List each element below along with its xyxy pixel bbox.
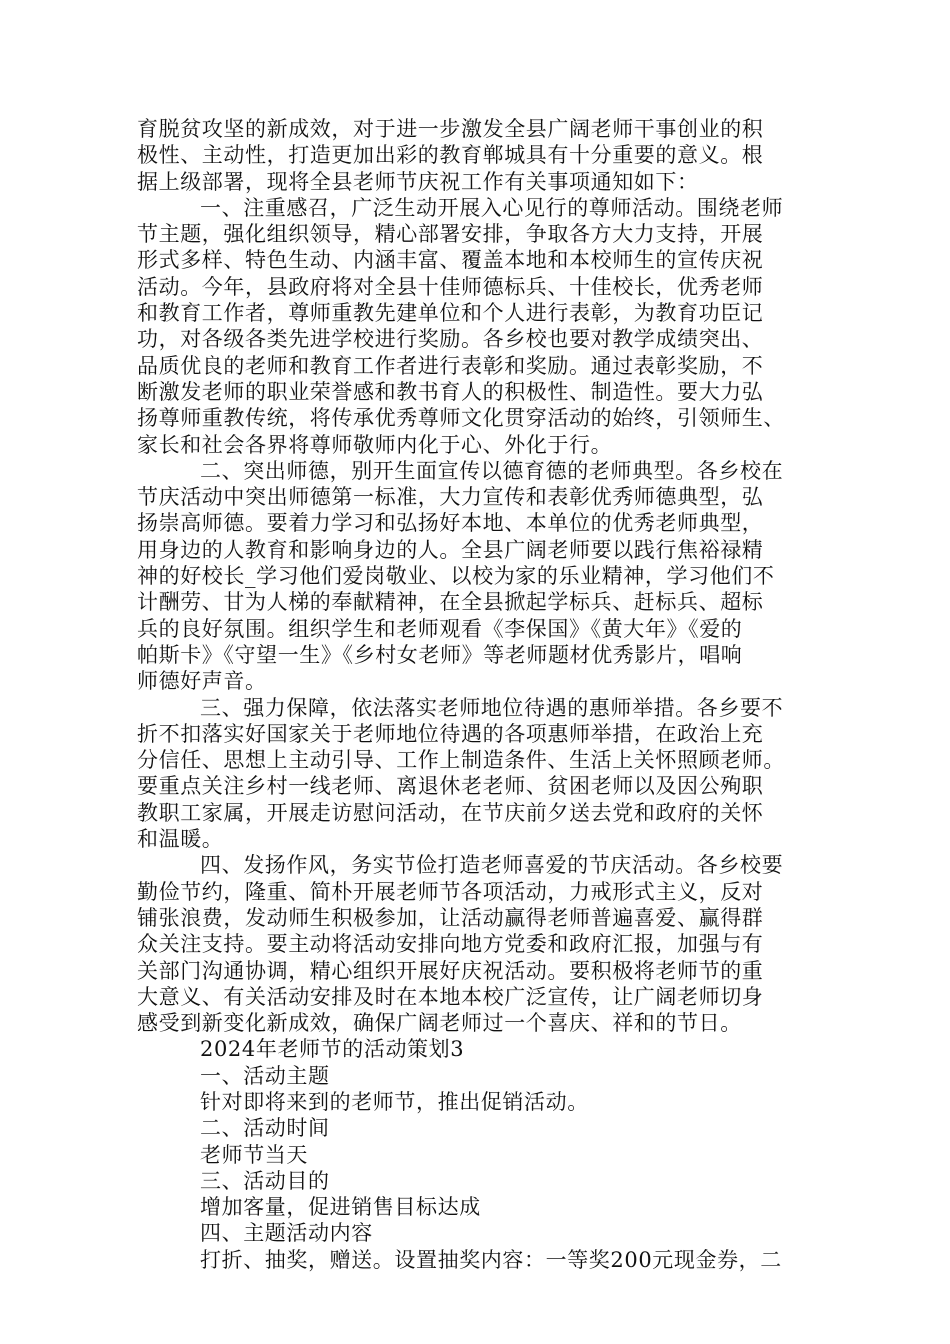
text-line: 节主题，强化组织领导，精心部署安排，争取各方大力支持，开展 — [137, 222, 764, 247]
plan-text-content: 打折、抽奖，赠送。设置抽奖内容：一等奖200元现金券，二 — [200, 1247, 782, 1272]
plan-heading-theme: 一、活动主题 — [200, 1063, 330, 1088]
section-4-heading-line: 四、发扬作风，务实节俭打造老师喜爱的节庆活动。各乡校要 — [200, 853, 784, 878]
section-3-heading-line: 三、强力保障，依法落实老师地位待遇的惠师举措。各乡要不 — [200, 695, 784, 720]
text-line: 关部门沟通协调，精心组织开展好庆祝活动。要积极将老师节的重 — [137, 958, 764, 983]
text-line: 要重点关注乡村一线老师、离退休老老师、贫困老师以及因公殉职 — [137, 774, 764, 799]
document-body — [137, 116, 817, 1273]
plan-text-purpose: 增加客量，促进销售目标达成 — [200, 1195, 481, 1220]
text-line: 大意义、有关活动安排及时在本地本校广泛宣传，让广阔老师切身 — [137, 984, 764, 1009]
text-line: 活动。今年，县政府将对全县十佳师德标兵、十佳校长，优秀老师 — [137, 274, 764, 299]
text-line: 感受到新变化新成效，确保广阔老师过一个喜庆、祥和的节日。 — [137, 1011, 742, 1036]
plan-heading-purpose: 三、活动目的 — [200, 1168, 330, 1193]
section-1-heading-line: 一、注重感召，广泛生动开展入心见行的尊师活动。围绕老师 — [200, 195, 784, 220]
text-line: 勤俭节约，隆重、简朴开展老师节各项活动，力戒形式主义，反对 — [137, 879, 764, 904]
text-line: 形式多样、特色生动、内涵丰富、覆盖本地和本校师生的宣传庆祝 — [137, 248, 764, 273]
text-line: 家长和社会各界将尊师敬师内化于心、外化于行。 — [137, 432, 613, 457]
plan-text-time: 老师节当天 — [200, 1142, 308, 1167]
text-line: 神的好校长_学习他们爱岗敬业、以校为家的乐业精神，学习他们不 — [137, 564, 775, 589]
plan-text-theme: 针对即将来到的老师节，推出促销活动。 — [200, 1089, 589, 1114]
text-line: 节庆活动中突出师德第一标准，大力宣传和表彰优秀师德典型，弘 — [137, 485, 764, 510]
section-2-heading-line: 二、突出师德，别开生面宣传以德育德的老师典型。各乡校在 — [200, 458, 784, 483]
text-line: 师德好声音。 — [137, 669, 267, 694]
text-line: 和温暖。 — [137, 827, 224, 852]
text-line: 用身边的人教育和影响身边的人。全县广阔老师要以践行焦裕禄精 — [137, 537, 764, 562]
text-line: 折不扣落实好国家关于老师地位待遇的各项惠师举措，在政治上充 — [137, 721, 764, 746]
text-line: 帕斯卡》《守望一生》《乡村女老师》等老师题材优秀影片，唱响 — [137, 642, 743, 667]
plan-heading-time: 二、活动时间 — [200, 1116, 330, 1141]
text-line: 断激发老师的职业荣誉感和教书育人的积极性、制造性。要大力弘 — [137, 379, 764, 404]
plan-heading-content: 四、主题活动内容 — [200, 1221, 373, 1246]
text-line: 计酬劳、甘为人梯的奉献精神，在全县掀起学标兵、赶标兵、超标 — [137, 590, 764, 615]
text-line: 众关注支持。要主动将活动安排向地方党委和政府汇报，加强与有 — [137, 932, 764, 957]
text-line: 育脱贫攻坚的新成效，对于进一步激发全县广阔老师干事创业的积 — [137, 117, 764, 141]
text-line: 和教育工作者，尊师重教先建单位和个人进行表彰，为教育功臣记 — [137, 301, 764, 326]
text-line: 品质优良的老师和教育工作者进行表彰和奖励。通过表彰奖励，不 — [137, 353, 764, 378]
text-line: 极性、主动性，打造更加出彩的教育郸城具有十分重要的意义。根 — [137, 143, 764, 168]
text-line: 分信任、思想上主动引导、工作上制造条件、生活上关怀照顾老师。 — [137, 748, 785, 773]
text-line: 扬崇高师德。要着力学习和弘扬好本地、本单位的优秀老师典型， — [137, 511, 764, 536]
text-line: 扬尊师重教传统，将传承优秀尊师文化贯穿活动的始终，引领师生、 — [137, 406, 785, 431]
text-line: 教职工家属，开展走访慰问活动，在节庆前夕送去党和政府的关怀 — [137, 800, 764, 825]
text-line: 功，对各级各类先进学校进行奖励。各乡校也要对教学成绩突出、 — [137, 327, 764, 352]
plan-title: 2024年老师节的活动策划3 — [200, 1037, 465, 1062]
text-line: 兵的良好氛围。组织学生和老师观看《李保国》《黄大年》《爱的 — [137, 616, 743, 641]
text-line: 据上级部署，现将全县老师节庆祝工作有关事项通知如下： — [137, 169, 699, 194]
text-line: 铺张浪费，发动师生积极参加，让活动赢得老师普遍喜爱、赢得群 — [137, 905, 764, 930]
